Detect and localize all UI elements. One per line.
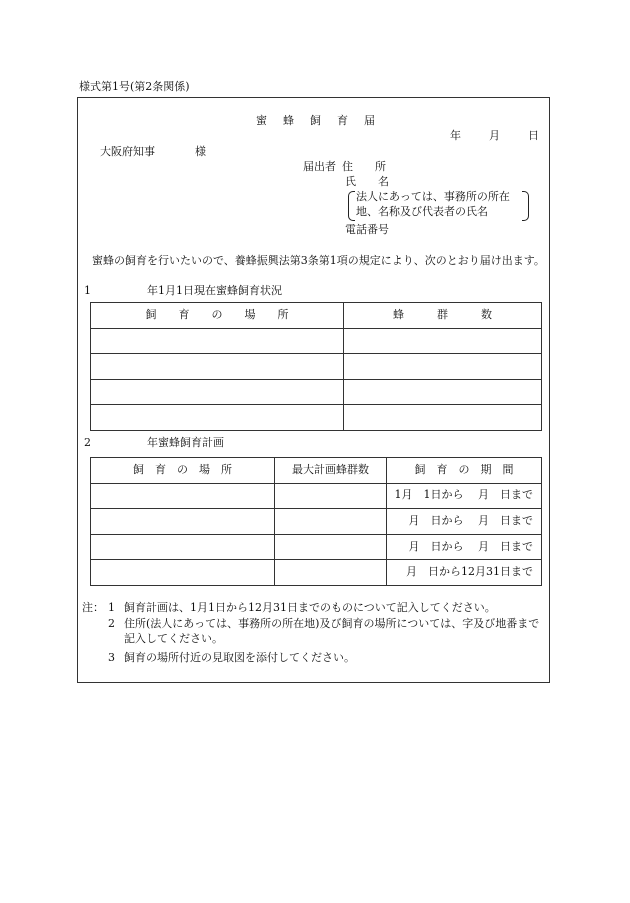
note-item (82, 650, 548, 665)
title-char: 蜂 (283, 114, 294, 127)
form-title (256, 114, 375, 129)
place-cell[interactable] (91, 483, 275, 509)
place-cell[interactable] (91, 509, 275, 535)
name-field[interactable] (345, 175, 389, 190)
recipient-name: 大阪府知事 (100, 145, 155, 158)
right-bracket (522, 191, 529, 221)
date-field[interactable] (450, 129, 539, 144)
place-cell[interactable] (91, 534, 275, 560)
current-status-table (90, 302, 542, 431)
place-cell[interactable] (91, 560, 275, 586)
period-cell[interactable]: 月 日から 月 日まで (387, 534, 542, 560)
place-cell[interactable] (91, 405, 344, 431)
body-text: 蜜蜂の飼育を行いたいので、養蜂振興法第3条第1項の規定により、次のとおり届け出ます。 (92, 254, 545, 267)
colonies-cell[interactable] (344, 405, 542, 431)
table-row (91, 379, 542, 405)
title-char: 蜜 (256, 114, 267, 127)
colonies-cell[interactable] (344, 379, 542, 405)
section-heading: 年1月1日現在蜜蜂飼育状況 (147, 284, 282, 297)
section2-header (84, 436, 224, 451)
table-row (91, 405, 542, 431)
section1-header (84, 284, 282, 299)
left-bracket (348, 191, 355, 221)
date-day-label: 日 (528, 129, 539, 142)
notes (82, 600, 548, 665)
table-row (91, 354, 542, 380)
name-label-char: 名 (378, 175, 389, 188)
date-year-label: 年 (450, 129, 461, 142)
place-cell[interactable] (91, 328, 344, 354)
column-header-period: 飼 育 の 期 間 (387, 458, 542, 484)
corporate-note-line: 法人にあっては、事務所の所在 (356, 190, 510, 203)
max-colonies-cell[interactable] (275, 560, 387, 586)
column-header-place: 飼 育 の 場 所 (91, 303, 344, 329)
note-item (82, 600, 548, 615)
max-colonies-cell[interactable] (275, 534, 387, 560)
section-number: 2 (84, 436, 91, 449)
max-colonies-cell[interactable] (275, 509, 387, 535)
section-heading: 年蜜蜂飼育計画 (147, 436, 224, 449)
recipient-honorific: 様 (195, 145, 206, 158)
table-row (91, 534, 542, 560)
note-number: 1 (108, 601, 115, 614)
notes-prefix: 注： (82, 601, 104, 614)
notifier-label: 届出者 (303, 160, 336, 173)
table-row (91, 483, 542, 509)
title-char: 届 (364, 114, 375, 127)
place-cell[interactable] (91, 379, 344, 405)
period-cell[interactable]: 月 日から 月 日まで (387, 509, 542, 535)
note-number: 3 (108, 651, 115, 664)
note-item (82, 616, 548, 646)
phone-field[interactable]: 電話番号 (345, 223, 389, 236)
address-label-char: 住 (342, 160, 353, 173)
column-header-place: 飼 育 の 場 所 (91, 458, 275, 484)
corporate-note (348, 190, 528, 220)
recipient (100, 145, 206, 160)
note-text: 飼育の場所付近の見取図を添付してください。 (124, 651, 355, 664)
section-number: 1 (84, 284, 91, 297)
colonies-cell[interactable] (344, 354, 542, 380)
note-text: 飼育計画は、1月1日から12月31日までのものについて記入してください。 (124, 601, 496, 614)
period-cell[interactable]: 1月 1日から 月 日まで (387, 483, 542, 509)
column-header-max-colonies: 最大計画蜂群数 (275, 458, 387, 484)
note-text: 住所(法人にあっては、事務所の所在地)及び飼育の場所については、字及び地番まで記入してください。 (124, 617, 540, 645)
place-cell[interactable] (91, 354, 344, 380)
breeding-plan-table (90, 457, 542, 586)
title-char: 飼 (310, 114, 321, 127)
address-field[interactable] (342, 160, 386, 175)
date-month-label: 月 (489, 129, 500, 142)
note-number: 2 (108, 617, 115, 630)
form-number-label: 様式第1号(第2条関係) (79, 80, 190, 93)
period-cell[interactable]: 月 日から12月31日まで (387, 560, 542, 586)
table-row (91, 328, 542, 354)
title-char: 育 (337, 114, 348, 127)
table-row (91, 560, 542, 586)
table-row (91, 509, 542, 535)
address-label-char: 所 (375, 160, 386, 173)
column-header-colonies: 蜂 群 数 (344, 303, 542, 329)
notification-form (77, 97, 550, 683)
name-label-char: 氏 (345, 175, 356, 188)
max-colonies-cell[interactable] (275, 483, 387, 509)
colonies-cell[interactable] (344, 328, 542, 354)
corporate-note-line: 地、名称及び代表者の氏名 (356, 205, 488, 218)
